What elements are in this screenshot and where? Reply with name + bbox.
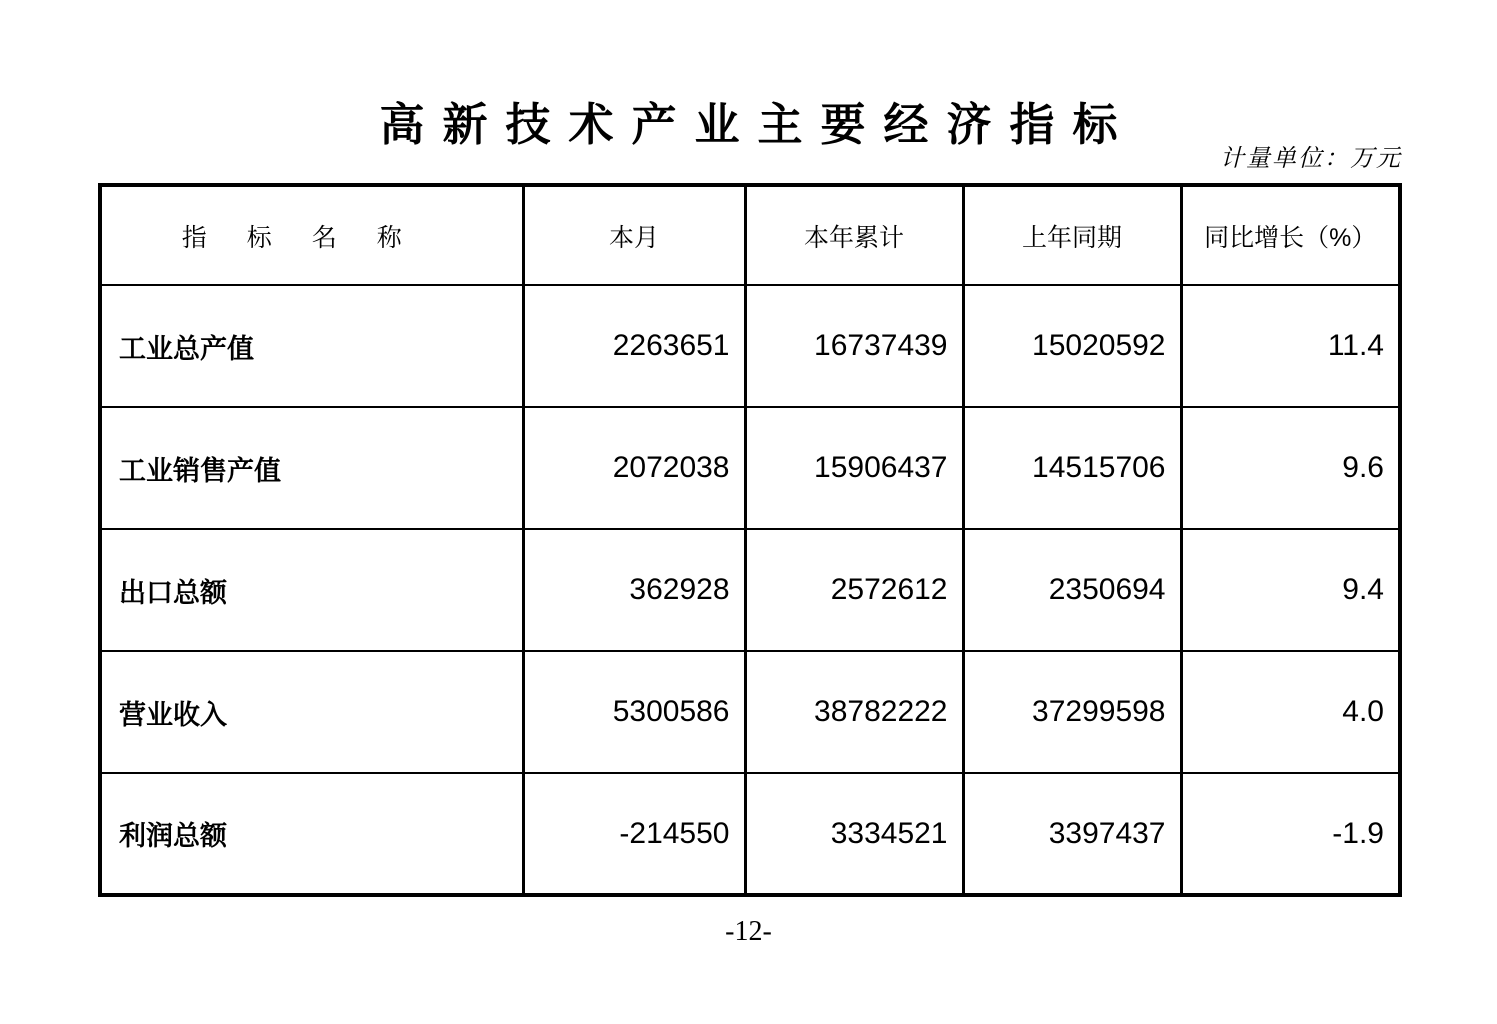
value-last-year-same-period: 3397437 <box>963 773 1181 895</box>
indicators-table-container <box>98 183 1402 897</box>
value-year-to-date: 2572612 <box>745 529 963 651</box>
col-header-last-year-same-period: 上年同期 <box>963 185 1181 285</box>
indicator-name: 营业收入 <box>100 651 523 773</box>
value-yoy-growth: 4.0 <box>1181 651 1400 773</box>
table-row <box>100 407 1400 529</box>
value-last-year-same-period: 15020592 <box>963 285 1181 407</box>
value-last-year-same-period: 14515706 <box>963 407 1181 529</box>
col-header-year-to-date: 本年累计 <box>745 185 963 285</box>
indicators-table <box>98 183 1402 897</box>
table-row <box>100 773 1400 895</box>
value-year-to-date: 3334521 <box>745 773 963 895</box>
value-current-month: 2072038 <box>523 407 745 529</box>
table-row <box>100 651 1400 773</box>
table-header-row <box>100 185 1400 285</box>
indicator-name: 出口总额 <box>100 529 523 651</box>
value-year-to-date: 16737439 <box>745 285 963 407</box>
value-yoy-growth: 9.6 <box>1181 407 1400 529</box>
value-current-month: -214550 <box>523 773 745 895</box>
col-header-current-month: 本月 <box>523 185 745 285</box>
value-year-to-date: 38782222 <box>745 651 963 773</box>
table-row <box>100 529 1400 651</box>
page-number: -12- <box>725 916 772 947</box>
unit-note: 计量单位：万元 <box>1220 146 1402 172</box>
value-yoy-growth: 9.4 <box>1181 529 1400 651</box>
value-year-to-date: 15906437 <box>745 407 963 529</box>
indicator-name: 工业总产值 <box>100 285 523 407</box>
value-current-month: 362928 <box>523 529 745 651</box>
col-header-indicator-name: 指标名称 <box>100 185 523 285</box>
value-current-month: 5300586 <box>523 651 745 773</box>
page-title: 高新技术产业主要经济指标 <box>379 99 1136 150</box>
value-last-year-same-period: 2350694 <box>963 529 1181 651</box>
col-header-yoy-growth: 同比增长（%） <box>1181 185 1400 285</box>
indicator-name: 工业销售产值 <box>100 407 523 529</box>
value-current-month: 2263651 <box>523 285 745 407</box>
table-row <box>100 285 1400 407</box>
value-yoy-growth: 11.4 <box>1181 285 1400 407</box>
value-last-year-same-period: 37299598 <box>963 651 1181 773</box>
value-yoy-growth: -1.9 <box>1181 773 1400 895</box>
indicator-name: 利润总额 <box>100 773 523 895</box>
